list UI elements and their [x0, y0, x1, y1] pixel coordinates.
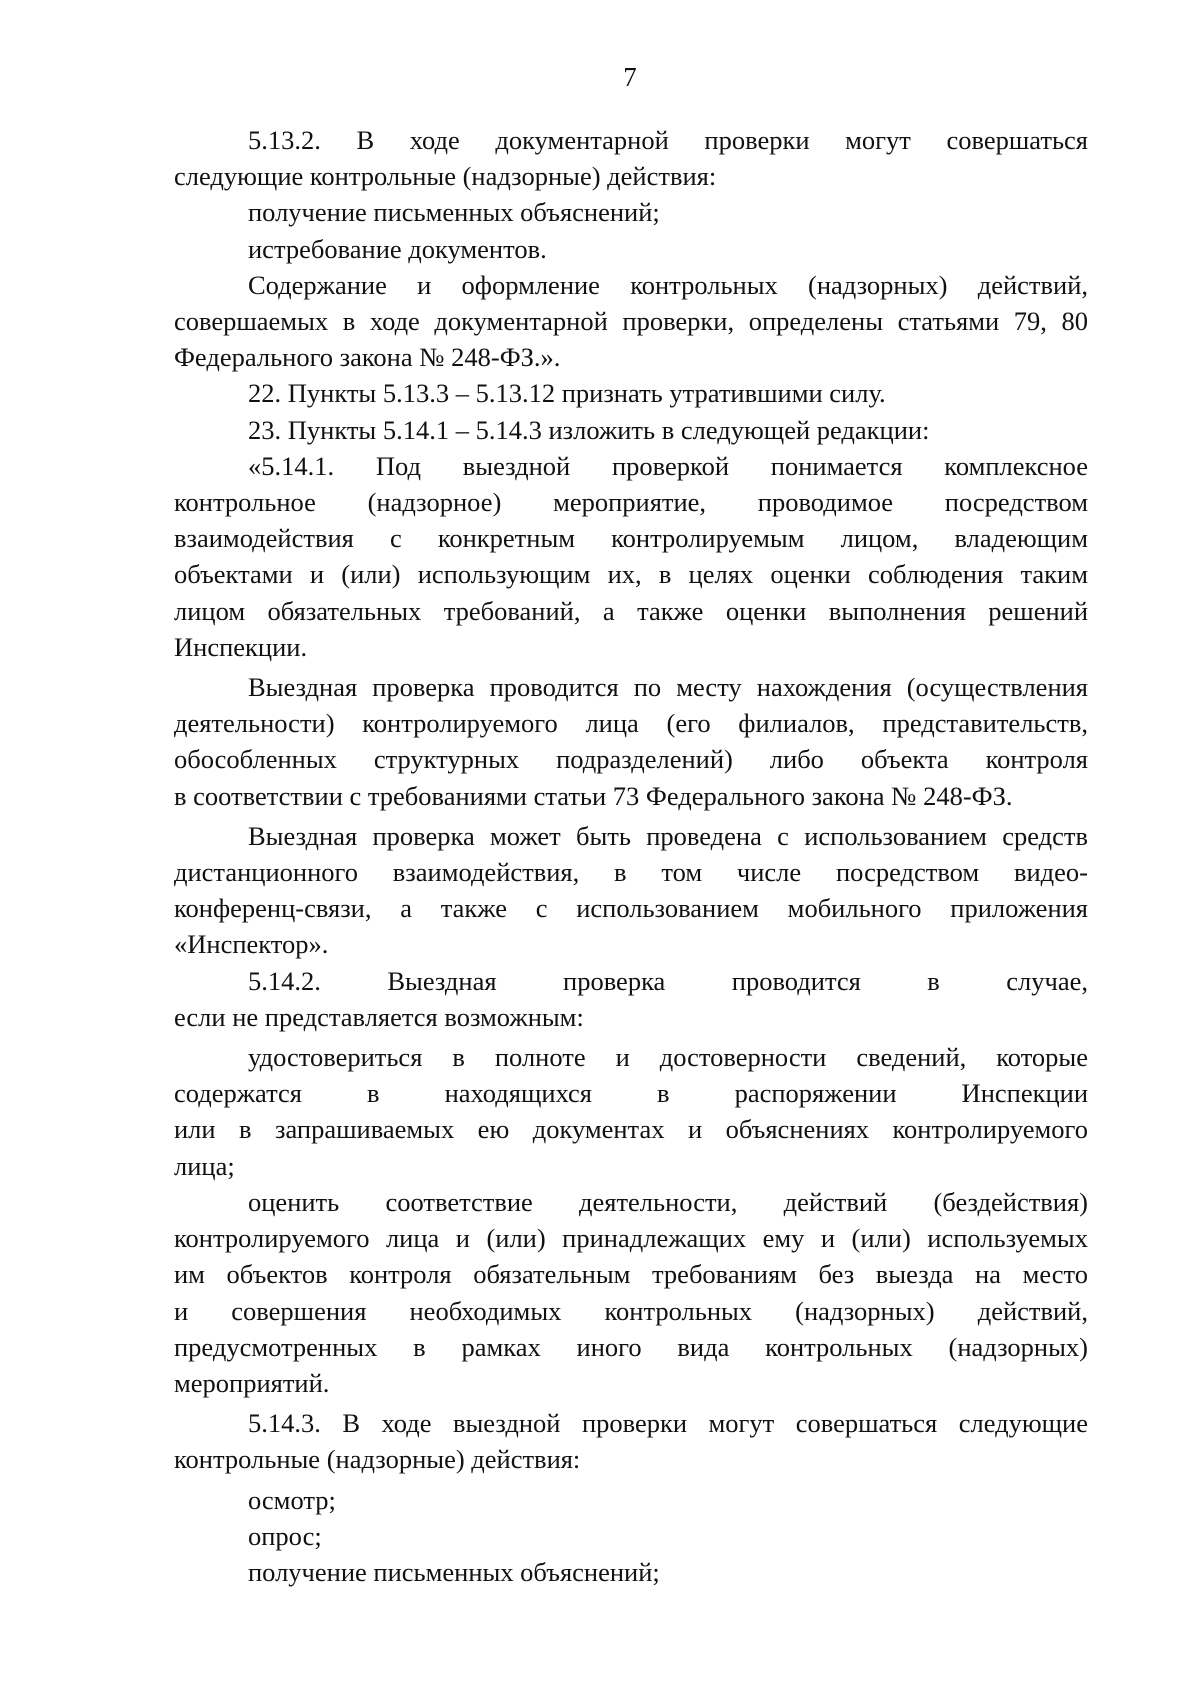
text-line: удостовериться в полноте и достоверности сведений, которые: [248, 1042, 1088, 1073]
text-line: Содержание и оформление контрольных (надзорных) действий,: [248, 269, 1088, 300]
text-line: совершаемых в ходе документарной проверки, определены статьями 79, 80: [174, 306, 1088, 337]
text-line: осмотр;: [248, 1484, 336, 1515]
text-line: 5.13.2. В ходе документарной проверки могут совершаться: [248, 125, 1088, 155]
text-line: истребование документов.: [248, 233, 547, 264]
text-line: конференц-связи, а также с использованием мобильного приложения: [174, 893, 1088, 924]
text-line: 5.14.3. В ходе выездной проверки могут совершаться следующие: [248, 1408, 1088, 1439]
text-line: оценить соответствие деятельности, действий (бездействия): [248, 1186, 1088, 1217]
text-line: Выездная проверка проводится по месту нахождения (осуществления: [248, 672, 1088, 703]
text-line: им объектов контроля обязательным требованиям без выезда на место: [174, 1259, 1088, 1290]
text-line: получение письменных объяснений;: [248, 197, 660, 228]
text-line: 5.14.2. Выездная проверка проводится в случае,: [248, 965, 1088, 996]
text-line: и совершения необходимых контрольных (надзорных) действий,: [174, 1295, 1088, 1326]
text-line: содержатся в находящихся в распоряжении Инспекции: [174, 1078, 1088, 1109]
text-line: в соответствии с требованиями статьи 73 Федерального закона № 248-ФЗ.: [174, 780, 1013, 811]
text-line: Федерального закона № 248-ФЗ.».: [174, 342, 561, 373]
text-line: «Инспектор».: [174, 929, 329, 960]
page-number: 7: [623, 62, 637, 92]
text-line: дистанционного взаимодействия, в том числе посредством видео-: [174, 857, 1088, 888]
text-line: Инспекции.: [174, 631, 308, 662]
text-line: «5.14.1. Под выездной проверкой понимается комплексное: [248, 450, 1088, 481]
text-line: объектами и (или) использующим их, в целях оценки соблюдения таким: [174, 559, 1088, 590]
text-line: обособленных структурных подразделений) либо объекта контроля: [174, 744, 1088, 775]
text-line: лицом обязательных требований, а также оценки выполнения решений: [174, 595, 1088, 626]
text-line: контролируемого лица и (или) принадлежащих ему и (или) используемых: [174, 1223, 1088, 1254]
text-line: контрольные (надзорные) действия:: [174, 1444, 581, 1475]
text-line: следующие контрольные (надзорные) действия:: [174, 161, 717, 192]
text-line: 23. Пункты 5.14.1 – 5.14.3 изложить в следующей редакции:: [248, 414, 930, 445]
text-line: получение письменных объяснений;: [248, 1556, 660, 1587]
text-line: мероприятий.: [174, 1367, 330, 1398]
text-line: или в запрашиваемых ею документах и объяснениях контролируемого: [174, 1114, 1088, 1145]
text-line: если не представляется возможным:: [174, 1001, 584, 1032]
text-line: 22. Пункты 5.13.3 – 5.13.12 признать утратившими силу.: [248, 378, 886, 409]
document-body: [174, 122, 1088, 1590]
text-line: контрольное (надзорное) мероприятие, проводимое посредством: [174, 487, 1088, 518]
text-line: Выездная проверка может быть проведена с использованием средств: [248, 820, 1088, 851]
text-line: лица;: [174, 1150, 235, 1181]
text-line: взаимодействия с конкретным контролируемым лицом, владеющим: [174, 523, 1088, 554]
text-line: деятельности) контролируемого лица (его филиалов, представительств,: [174, 708, 1088, 739]
text-line: предусмотренных в рамках иного вида контрольных (надзорных): [174, 1331, 1088, 1362]
text-line: опрос;: [248, 1520, 322, 1551]
